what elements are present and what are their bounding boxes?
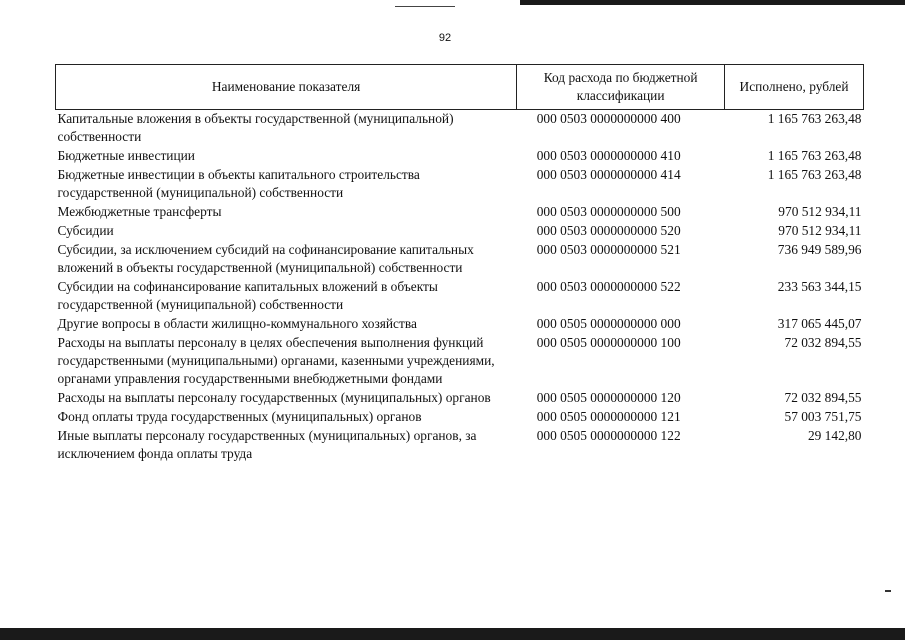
page-number: 92 (438, 32, 452, 44)
row-sum: 1 165 763 263,48 (767, 167, 862, 182)
header-sum: Исполнено, рублей (725, 65, 864, 110)
row-code: 000 0503 0000000000 414 (536, 167, 681, 182)
row-code: 000 0503 0000000000 521 (536, 242, 681, 257)
row-sum: 970 512 934,11 (778, 223, 862, 238)
row-name: Бюджетные инвестиции в объекты капитального строительства государственной (муниципальной) собственности (57, 167, 420, 200)
row-sum: 736 949 589,96 (777, 242, 862, 257)
row-name: Расходы на выплаты персоналу государственных (муниципальных) органов (57, 390, 491, 405)
row-code: 000 0505 0000000000 122 (536, 428, 681, 443)
table-header-row (56, 65, 864, 110)
row-sum: 1 165 763 263,48 (767, 111, 862, 126)
row-name: Расходы на выплаты персоналу в целях обеспечения выполнения функций государственными (муниципальными) органами, казенными учреждениями, органами управления государственными внебюджетными фондами (57, 335, 495, 386)
row-name: Капитальные вложения в объекты государственной (муниципальной) собственности (57, 111, 454, 144)
row-code: 000 0503 0000000000 400 (536, 111, 681, 126)
table-row (56, 203, 864, 222)
table-row (56, 278, 864, 315)
row-name: Бюджетные инвестиции (57, 148, 195, 163)
table-row (56, 334, 864, 389)
top-scan-line (395, 6, 455, 7)
row-sum: 72 032 894,55 (784, 335, 862, 350)
row-code: 000 0505 0000000000 100 (536, 335, 681, 350)
row-sum: 970 512 934,11 (778, 204, 862, 219)
table-row (56, 166, 864, 203)
row-sum: 29 142,80 (807, 428, 862, 443)
margin-mark (885, 590, 891, 592)
row-sum: 233 563 344,15 (777, 279, 862, 294)
row-code: 000 0503 0000000000 522 (536, 279, 681, 294)
table-row (56, 315, 864, 334)
row-code: 000 0505 0000000000 000 (536, 316, 681, 331)
row-code: 000 0503 0000000000 520 (536, 223, 681, 238)
row-name: Субсидии на софинансирование капитальных вложений в объекты государственной (муниципальной) собственности (57, 279, 438, 312)
row-code: 000 0505 0000000000 120 (536, 390, 681, 405)
header-code: Код расхода по бюджетной классификации (517, 65, 725, 110)
top-scan-border (520, 0, 905, 5)
table-row (56, 222, 864, 241)
row-name: Межбюджетные трансферты (57, 204, 222, 219)
row-code: 000 0503 0000000000 500 (536, 204, 681, 219)
row-name: Субсидии, за исключением субсидий на софинансирование капитальных вложений в объекты государственной (муниципальной) собственности (57, 242, 474, 275)
row-sum: 72 032 894,55 (784, 390, 862, 405)
row-sum: 1 165 763 263,48 (767, 148, 862, 163)
row-name: Иные выплаты персоналу государственных (муниципальных) органов, за исключением фонда оплаты труда (57, 428, 477, 461)
row-sum: 57 003 751,75 (784, 409, 862, 424)
table-row (56, 389, 864, 408)
expenditure-table (55, 64, 864, 464)
row-code: 000 0503 0000000000 410 (536, 148, 681, 163)
header-name: Наименование показателя (56, 65, 517, 110)
row-name: Другие вопросы в области жилищно-коммунального хозяйства (57, 316, 417, 331)
row-name: Субсидии (57, 223, 114, 238)
bottom-scan-border (0, 628, 905, 640)
row-code: 000 0505 0000000000 121 (536, 409, 681, 424)
table-row (56, 427, 864, 464)
table-row (56, 110, 864, 148)
row-name: Фонд оплаты труда государственных (муниципальных) органов (57, 409, 422, 424)
row-sum: 317 065 445,07 (777, 316, 862, 331)
table-row (56, 241, 864, 278)
table-row (56, 147, 864, 166)
table-row (56, 408, 864, 427)
